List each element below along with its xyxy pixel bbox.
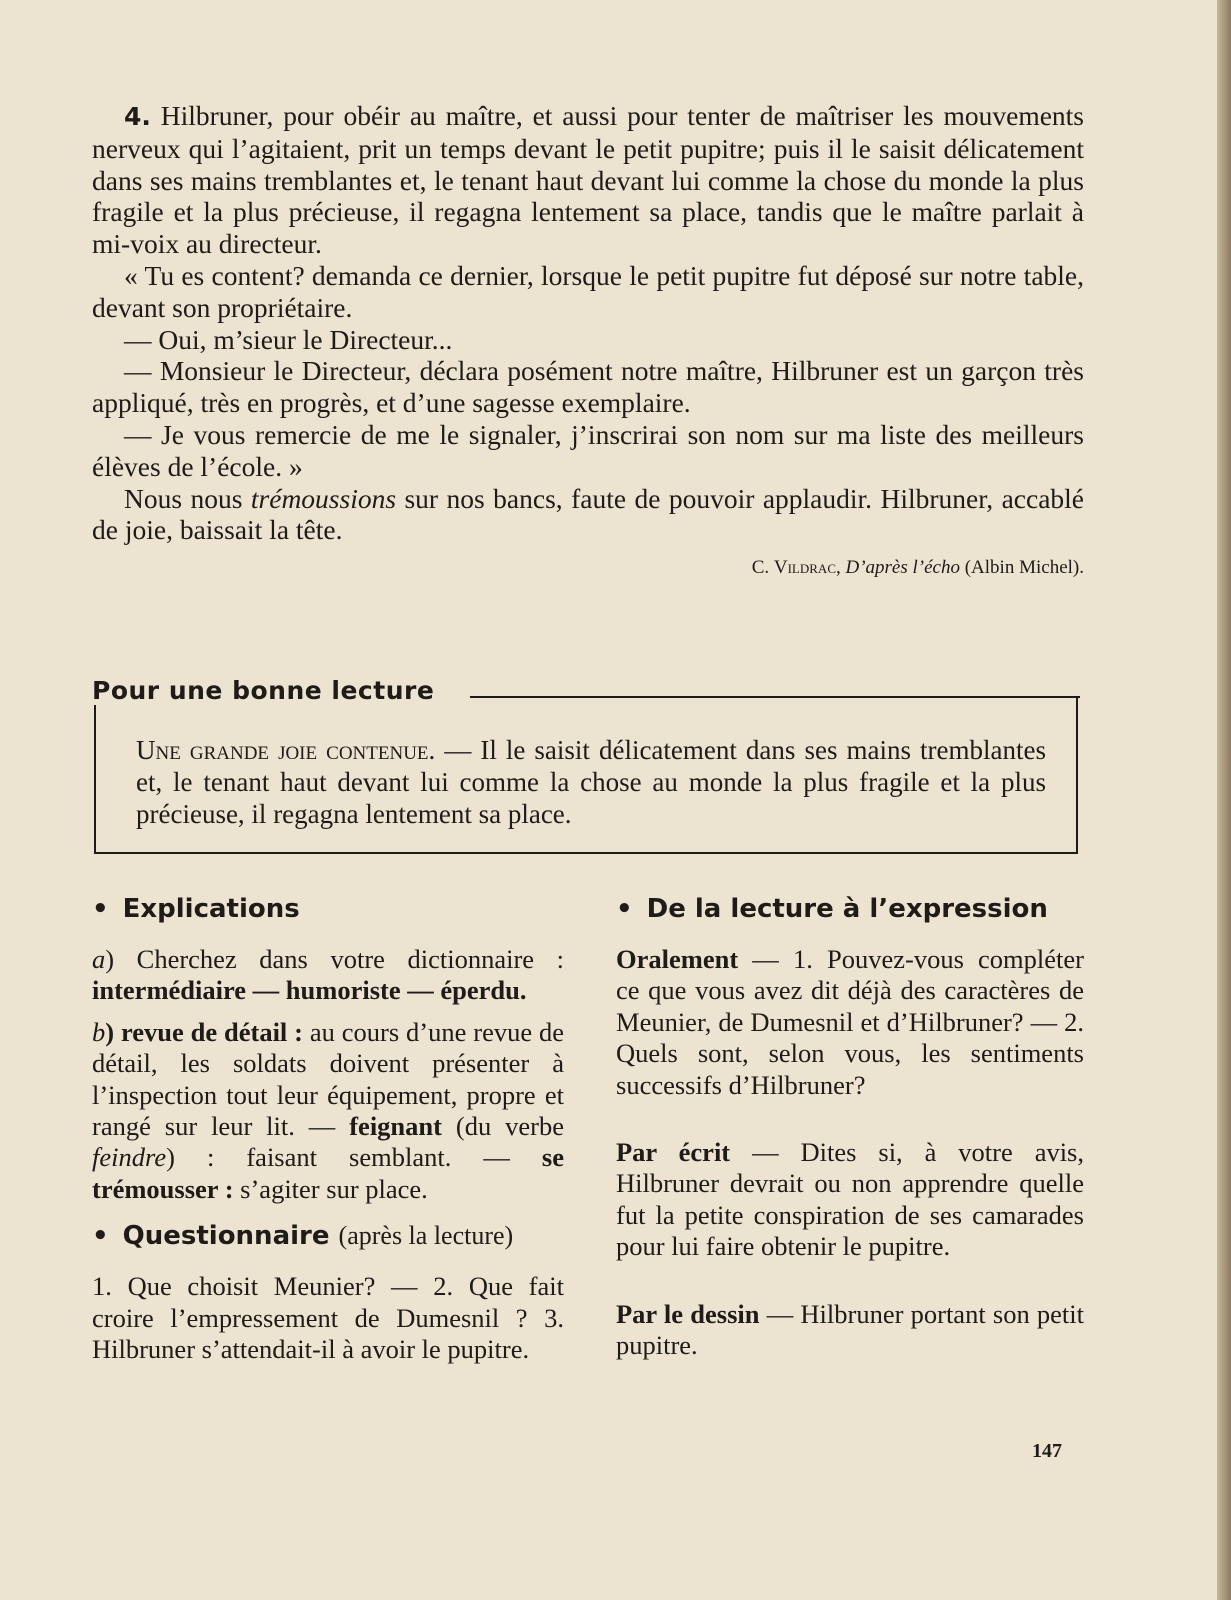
p6-italic: trémoussions: [250, 482, 397, 514]
reading-box-text: [136, 734, 1046, 830]
expression-oral: [616, 944, 1084, 1101]
b-italic: feindre: [92, 1142, 167, 1173]
a-words: intermédiaire — humoriste — éperdu.: [92, 975, 527, 1006]
passage-paragraph-2: « Tu es content? demanda ce dernier, lorsque le petit pupitre fut déposé sur notre table, devant son propriétaire.: [92, 259, 1084, 323]
b-term: ) revue de détail :: [105, 1016, 304, 1047]
explication-b: [92, 1017, 564, 1205]
ecrit-text: — Dites si, à votre avis, Hilbruner devrait ou non apprendre quelle fut la petite conspiration de ses camarades pour lui faire obtenir le pupitre.: [616, 1137, 1084, 1262]
bullet-icon: •: [92, 894, 109, 924]
a-label: a: [92, 944, 106, 974]
questionnaire-text: 1. Que choisit Meunier? — 2. Que fait croire l’empressement de Dumesnil ? 3. Hilbruner s’attendait-il à avoir le pupitre.: [92, 1271, 564, 1365]
b-text2: (du verbe: [441, 1111, 564, 1142]
dessin-text: — Hilbruner portant son petit pupitre.: [616, 1298, 1084, 1361]
expression-ecrit: [616, 1137, 1084, 1263]
b-text4: s’agiter sur place.: [233, 1173, 428, 1204]
right-column: [616, 892, 1084, 1371]
passage-paragraph-6: [92, 483, 1084, 547]
source-citation: [92, 552, 1084, 584]
a-text: ) Cherchez dans votre dictionnaire :: [105, 944, 564, 974]
questionnaire-subtitle: (après la lecture): [338, 1221, 514, 1251]
p6-before: Nous nous: [124, 482, 251, 514]
expression-title-text: De la lecture à l’expression: [646, 894, 1048, 924]
passage-paragraph-1: [92, 100, 1084, 260]
explication-a: [92, 944, 564, 1007]
questionnaire-title-text: Questionnaire: [122, 1221, 330, 1252]
dessin-label: Par le dessin: [616, 1298, 760, 1329]
explications-title: [92, 892, 564, 926]
passage-paragraph-4: — Monsieur le Directeur, déclara posément notre maître, Hilbruner est un garçon très appliqué, très en progrès, et d’une sagesse exemplaire.: [92, 355, 1084, 419]
explications-title-text: Explications: [122, 894, 300, 924]
page-number: 147: [1032, 1440, 1062, 1462]
page-edge: [1217, 0, 1231, 1600]
source-publisher: (Albin Michel).: [959, 557, 1084, 579]
passage-paragraph-5: — Je vous remercie de me le signaler, j’inscrirai son nom sur ma liste des meilleurs élèves de l’école. »: [92, 418, 1084, 482]
spacer: [616, 1111, 1084, 1137]
reading-body: — Il le saisit délicatement dans ses mains tremblantes et, le tenant haut devant lui comme la chose au monde la plus fragile et la plus précieuse, il regagna lentement sa place.: [136, 735, 1046, 829]
source-initial: C.: [751, 557, 774, 579]
passage-text-1: Hilbruner, pour obéir au maître, et aussi pour tenter de maîtriser les mouvements nerveux qui l’agitaient, prit un temps devant le petit pupitre; puis il le saisit délicatement dans ses mains tremblantes et, le tenant haut devant lui comme la chose du monde la plus fragile et la plus précieuse, il regagna lentement sa place, tandis que le maître parlait à mi-voix au directeur.: [92, 100, 1085, 260]
oral-text: — 1. Pouvez-vous compléter ce que vous avez dit déjà des caractères de Meunier, de Dumesnil et d’Hilbruner? — 2. Quels sont, selon vous, les sentiments successifs d’Hilbruner?: [616, 944, 1084, 1100]
bullet-icon: •: [92, 1221, 109, 1252]
ecrit-label: Par écrit: [616, 1137, 731, 1168]
expression-title: [616, 892, 1084, 926]
b-text3: ) : faisant semblant. —: [166, 1142, 542, 1173]
passage-number: 4.: [124, 102, 151, 131]
bullet-icon: •: [616, 894, 633, 924]
oral-label: Oralement: [616, 944, 739, 974]
p6-after: sur nos bancs, faute de pouvoir applaudir. Hilbruner, accablé de joie, baissait la tête.: [92, 482, 1085, 546]
left-column: [92, 892, 564, 1375]
b-text: au cours d’une revue de détail, les soldats doivent présenter à l’inspection tout leur équipement, propre et rangé sur leur lit. —: [92, 1016, 565, 1142]
b-term3: se trémousser :: [92, 1142, 564, 1204]
source-sep: ,: [835, 557, 846, 579]
b-label: b: [92, 1016, 106, 1047]
questionnaire-title: [92, 1219, 564, 1253]
expression-dessin: [616, 1299, 1084, 1362]
source-title: D’après l’écho: [845, 557, 960, 579]
passage-paragraph-3: — Oui, m’sieur le Directeur...: [124, 323, 453, 355]
spacer: [616, 1273, 1084, 1299]
reading-box-title: Pour une bonne lecture: [92, 676, 444, 705]
b-term2: feignant: [349, 1111, 442, 1142]
source-author: Vildrac: [773, 557, 836, 579]
reading-box: [94, 696, 1078, 854]
reading-passage: [92, 100, 1084, 584]
reading-heading: Une grande joie contenue.: [136, 735, 436, 765]
